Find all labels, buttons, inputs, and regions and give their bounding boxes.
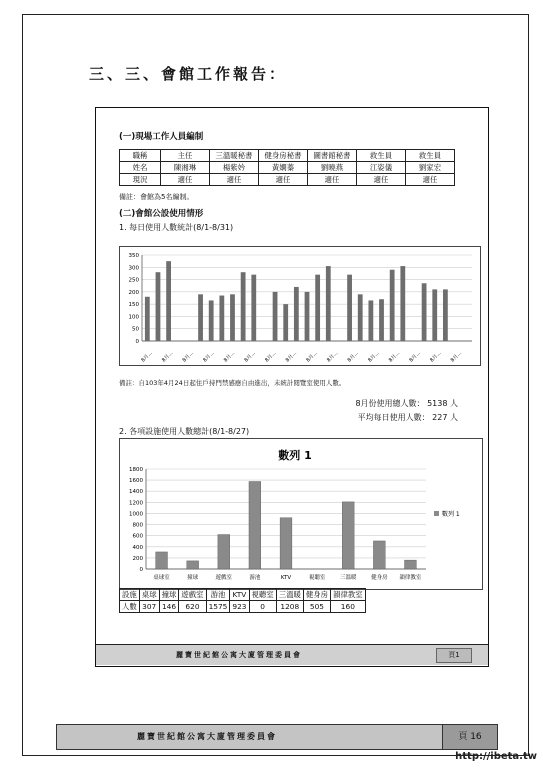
- table-cell: 1575: [206, 601, 230, 613]
- x-tick-label: 游池: [249, 575, 261, 581]
- table-cell: 適任: [308, 174, 357, 186]
- staffing-note: 備註：會館為5名編制。: [119, 193, 194, 201]
- bar: [358, 294, 363, 341]
- bar: [315, 275, 320, 341]
- table-cell: 人數: [120, 601, 140, 613]
- table-cell: 適任: [210, 174, 259, 186]
- table-cell: 健身房秘書: [259, 150, 308, 162]
- table-row: [120, 589, 366, 601]
- table-cell: 救生員: [406, 150, 455, 162]
- inner-footer-org: 麗寶世紀館公寓大廈管理委員會: [176, 651, 302, 659]
- facility-usage-chart-svg: [120, 439, 482, 589]
- bar: [280, 518, 292, 569]
- bar: [273, 292, 278, 341]
- legend-label: 數列 1: [442, 511, 460, 518]
- table-cell: 923: [230, 601, 249, 613]
- bar: [326, 266, 331, 341]
- x-tick-label: 遊戲室: [215, 575, 233, 581]
- bar: [347, 275, 352, 341]
- table-cell: 620: [179, 601, 206, 613]
- table-cell: 健身房: [303, 589, 330, 601]
- x-tick-label: 8月...: [202, 350, 216, 364]
- chart-title: 數列 1: [278, 449, 312, 462]
- y-tick-label: 250: [128, 277, 139, 284]
- x-tick-label: 桌球室: [153, 575, 170, 581]
- bar: [342, 502, 354, 569]
- legend-swatch: [434, 511, 439, 516]
- x-tick-label: 8月...: [160, 350, 175, 364]
- table-cell: 適任: [259, 174, 308, 186]
- bar: [187, 561, 199, 569]
- outer-footer-page: 頁 16: [442, 725, 497, 749]
- x-tick-label: 8月...: [305, 350, 319, 364]
- table-cell: 桌球: [139, 589, 159, 601]
- table-cell: 姓名: [120, 162, 161, 174]
- bar: [219, 296, 224, 341]
- table-cell: 三溫暖秘書: [210, 150, 259, 162]
- bar: [390, 270, 395, 341]
- x-tick-label: 8月...: [387, 350, 402, 364]
- usage-heading: (二)會館公設使用情形: [119, 209, 204, 219]
- table-cell: 劉家宏: [406, 162, 455, 174]
- x-tick-label: 8月...: [346, 350, 360, 364]
- table-cell: 適任: [406, 174, 455, 186]
- bar: [368, 300, 373, 341]
- y-tick-label: 0: [135, 339, 139, 345]
- outer-footer: [56, 724, 498, 750]
- y-tick-label: 150: [128, 302, 139, 309]
- table-cell: 江姿儀: [357, 162, 406, 174]
- x-tick-label: 8月...: [408, 350, 422, 364]
- bar: [422, 283, 427, 341]
- bar: [283, 304, 288, 341]
- daily-average: 平均每日使用人數： 227 人: [357, 413, 458, 422]
- bar: [405, 560, 417, 569]
- staffing-table: [119, 149, 455, 186]
- table-cell: 適任: [161, 174, 210, 186]
- table-cell: 146: [159, 601, 179, 613]
- table-cell: 505: [303, 601, 330, 613]
- x-tick-label: 三溫暖: [339, 575, 357, 581]
- bar: [209, 300, 214, 341]
- daily-usage-chart: [119, 246, 481, 366]
- bar: [241, 272, 246, 341]
- table-cell: 職稱: [120, 150, 161, 162]
- y-tick-label: 1200: [129, 500, 143, 507]
- table-cell: 設施: [120, 589, 140, 601]
- x-tick-label: KTV: [280, 575, 292, 581]
- table-cell: 救生員: [357, 150, 406, 162]
- table-cell: 現況: [120, 174, 161, 186]
- bar: [166, 261, 171, 341]
- bar: [443, 289, 448, 341]
- x-tick-label: 8月...: [181, 350, 195, 364]
- y-tick-label: 600: [132, 533, 143, 540]
- x-tick-label: 8月...: [222, 350, 237, 364]
- x-tick-label: 8月...: [325, 350, 340, 364]
- table-row: [120, 601, 366, 613]
- table-row: [120, 162, 455, 174]
- table-cell: 307: [139, 601, 159, 613]
- section-title: 三、三、會館工作報告：: [89, 65, 288, 83]
- y-tick-label: 350: [128, 253, 139, 259]
- staffing-heading: (一)現場工作人員編制: [119, 132, 204, 142]
- inner-footer: [96, 644, 488, 665]
- x-tick-label: 8月...: [140, 350, 154, 364]
- table-cell: 主任: [161, 150, 210, 162]
- x-tick-label: 健身房: [371, 575, 388, 581]
- y-tick-label: 1800: [129, 467, 143, 473]
- table-cell: 0: [249, 601, 276, 613]
- table-cell: 三溫暖: [276, 589, 303, 601]
- x-tick-label: 8月...: [429, 350, 443, 364]
- x-tick-label: 韻律教室: [399, 575, 422, 581]
- bar: [156, 552, 168, 569]
- bar: [230, 294, 235, 341]
- table-cell: 視聽室: [249, 589, 276, 601]
- x-tick-label: 撞球: [187, 575, 199, 581]
- x-tick-label: 8月...: [264, 350, 278, 364]
- bar: [400, 266, 405, 341]
- y-tick-label: 1000: [129, 511, 143, 518]
- table-cell: 韻律教室: [331, 589, 366, 601]
- daily-usage-chart-svg: [120, 247, 480, 365]
- x-tick-label: 視聽室: [308, 575, 326, 581]
- table-row: [120, 150, 455, 162]
- table-cell: 遊戲室: [179, 589, 206, 601]
- y-tick-label: 800: [132, 522, 143, 529]
- y-tick-label: 1600: [129, 478, 143, 485]
- y-tick-label: 50: [132, 326, 139, 333]
- y-tick-label: 400: [132, 544, 143, 551]
- table-cell: 黃嫻蓁: [259, 162, 308, 174]
- table-cell: 160: [331, 601, 366, 613]
- bar: [373, 541, 385, 569]
- report-page: [95, 107, 489, 667]
- bar: [198, 294, 203, 341]
- table-cell: 撞球: [159, 589, 179, 601]
- table-cell: 陳湘琳: [161, 162, 210, 174]
- outer-footer-org: 麗寶世紀館公寓大廈管理委員會: [137, 732, 277, 741]
- x-tick-label: 8月...: [284, 350, 299, 364]
- document-page: [22, 14, 529, 756]
- bar: [156, 272, 161, 341]
- bar: [432, 289, 437, 341]
- y-tick-label: 300: [128, 265, 139, 272]
- daily-chart-title: 1. 每日使用人數統計(8/1-8/31): [119, 223, 234, 232]
- table-cell: 圖書館秘書: [308, 150, 357, 162]
- x-tick-label: 8月...: [367, 350, 381, 364]
- inner-footer-page: 頁1: [436, 648, 472, 663]
- table-cell: 適任: [357, 174, 406, 186]
- bar: [249, 482, 261, 570]
- bar: [294, 287, 299, 341]
- y-tick-label: 200: [128, 289, 139, 296]
- table-row: [120, 174, 455, 186]
- table-cell: 游池: [206, 589, 230, 601]
- x-tick-label: 8月...: [243, 350, 257, 364]
- bar: [218, 535, 230, 569]
- bar: [305, 292, 310, 341]
- y-tick-label: 0: [139, 567, 143, 573]
- y-tick-label: 200: [132, 555, 143, 562]
- y-tick-label: 100: [128, 314, 139, 321]
- monthly-total: 8月份使用總人數： 5138 人: [355, 399, 458, 408]
- x-tick-label: 8月...: [449, 350, 464, 364]
- bar: [379, 299, 384, 341]
- facility-usage-chart: [119, 438, 483, 590]
- facility-table: [119, 588, 366, 613]
- bar: [251, 275, 256, 341]
- table-cell: KTV: [230, 589, 249, 601]
- daily-usage-note: 備註：自103年4月24日起住戶持門禁感應自由進出，未統計閱覽室使用人數。: [119, 379, 346, 387]
- table-cell: 劉曉燕: [308, 162, 357, 174]
- facility-chart-title: 2. 各項設施使用人數總計(8/1-8/27): [119, 427, 250, 436]
- table-cell: 1208: [276, 601, 303, 613]
- table-cell: 楊紫妗: [210, 162, 259, 174]
- watermark: http://ibeta.tw: [455, 751, 537, 762]
- bar: [145, 297, 150, 341]
- y-tick-label: 1400: [129, 489, 143, 496]
